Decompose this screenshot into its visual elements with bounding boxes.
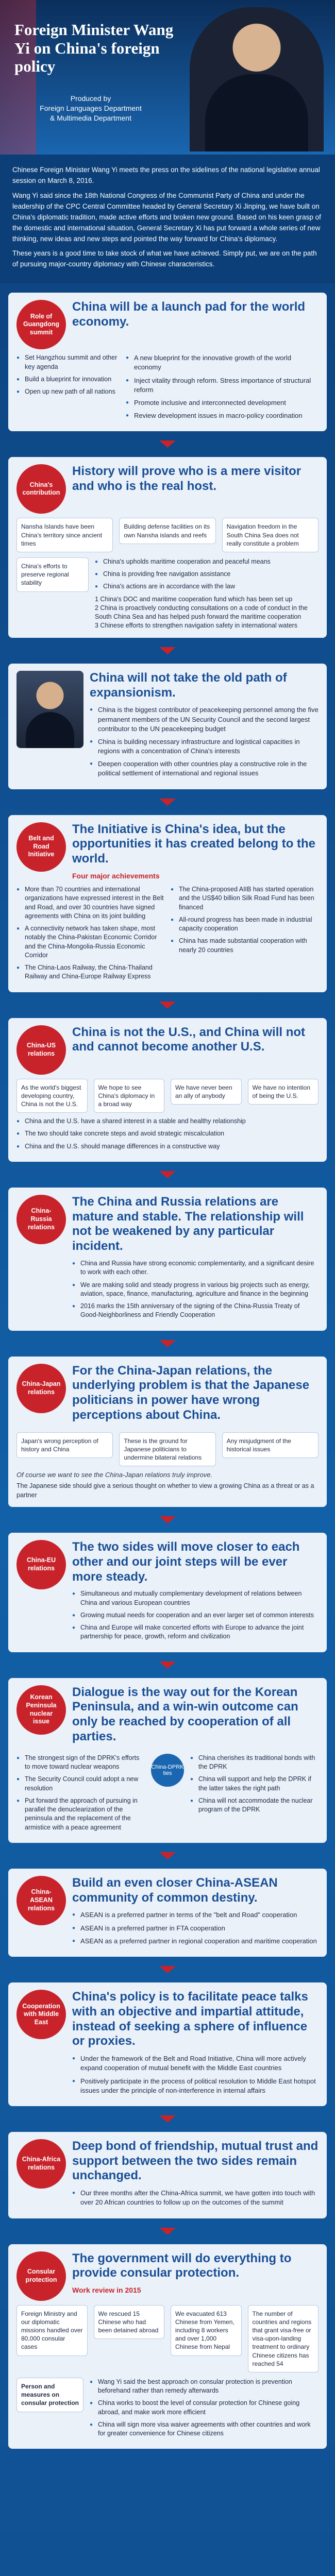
divider-arrow xyxy=(159,2228,176,2235)
list-item: ● Open up new path of all nations xyxy=(16,387,120,396)
section-tag: Belt and Road Initiative xyxy=(16,822,66,872)
section-guangdong-summit xyxy=(0,283,335,440)
list-item: ● Promote inclusive and interconnected development xyxy=(126,398,319,408)
list-item: ● China's upholds maritime cooperation and peaceful means xyxy=(95,557,319,566)
section-tag: Cooperation with Middle East xyxy=(16,1990,66,2039)
list-item: ● China cherishes its traditional bonds with the DPRK xyxy=(190,1754,319,1772)
divider-arrow xyxy=(159,1662,176,1669)
intro-paragraph: Chinese Foreign Minister Wang Yi meets the press on the sidelines of the national legislative annual session on March 8, 2016. xyxy=(12,166,320,184)
section-title: China is not the U.S., and China will not and cannot become another U.S. xyxy=(72,1025,306,1054)
section-tag: Korean Peninsula nuclear issue xyxy=(16,1685,66,1735)
info-box: Building defense facilities on its own Nansha islands and reefs xyxy=(119,518,215,544)
list-item: ● We are making solid and steady progress in various big projects such as energy, aviation, space, finance, manufacturing, agriculture and finance in the beginning xyxy=(72,1281,319,1299)
list-item: ● China and the U.S. have a shared interest in a stable and healthy relationship xyxy=(16,1117,319,1126)
list-item: ● Our three months after the China-Africa summit, we have gotten into touch with over 20 African countries to follow up on the outcomes of the summit xyxy=(72,2189,319,2207)
section-title: China will be a launch pad for the world economy. xyxy=(72,300,306,329)
list-item: ● Simultaneous and mutually complementary development of relations between China and various European countries xyxy=(72,1589,319,1607)
section-title: The government will do everything to provide consular protection. xyxy=(72,2251,292,2280)
list-item: ● China will sign more visa waiver agreements with other countries and work for greater convenience for Chinese citizens xyxy=(90,2420,319,2438)
list-item: ● China and Europe will make concerted efforts with Europe to advance the joint partnership for peace, growth, reform and civilization xyxy=(72,1623,319,1641)
list-item: ● Inject vitality through reform. Stress importance of structural reform xyxy=(126,376,319,395)
list-item: ● Positively participate in the process of political resolution to Middle East hotspot issues under the principle of non-interference in internal affairs xyxy=(72,2077,319,2095)
list-item: 3 Chinese efforts to strengthen navigation safety in international waters xyxy=(95,622,298,630)
info-box: These is the ground for Japanese politicians to undermine bilateral relations xyxy=(119,1432,215,1467)
divider-arrow xyxy=(159,1516,176,1523)
section-tag: China-ASEAN relations xyxy=(16,1876,66,1925)
section-tag: China-Japan relations xyxy=(16,1364,66,1413)
section-title: The two sides will move closer to each other and our joint steps will be ever more steady. xyxy=(72,1539,300,1584)
section-tag: China-Africa relations xyxy=(16,2139,66,2189)
section-title: History will prove who is a mere visitor and who is the real host. xyxy=(72,464,301,494)
section-tag: China's contribution xyxy=(16,464,66,514)
section-expansionism xyxy=(0,654,335,799)
section-subtitle: Work review in 2015 xyxy=(72,2286,141,2295)
list-item: 2 China is proactively conducting consultations on a code of conduct in the South China Sea and has helped push forward the maritime cooperation xyxy=(95,604,308,621)
divider-arrow xyxy=(159,799,176,806)
list-item: ● Build a blueprint for innovation xyxy=(16,375,120,384)
section-badge: China-DPRK ties xyxy=(151,1754,184,1787)
list-item: ● China works to boost the level of consular protection for Chinese going abroad, and make work more efficient xyxy=(90,2399,319,2417)
list-item: ● Growing mutual needs for cooperation and an ever larger set of common interests xyxy=(72,1611,319,1620)
section-title: The Initiative is China's idea, but the opportunities it has created belong to the world. xyxy=(72,822,316,866)
list-item: ● Put forward the approach of pursuing in parallel the denuclearization of the peninsula and the replacement of the armistice with a peace agreement xyxy=(16,1797,145,1832)
divider-arrow xyxy=(159,2115,176,2123)
section-title: For the China-Japan relations, the underlying problem is that the Japanese politicians in power have wrong perceptions about China. xyxy=(72,1363,310,1422)
info-box: We hope to see China's diplomacy in a broad way xyxy=(94,1079,165,1113)
section-title: China will not take the old path of expansionism. xyxy=(90,670,287,700)
credit-line: & Multimedia Department xyxy=(50,113,131,122)
info-box: As the world's biggest developing country, China is not the U.S. xyxy=(16,1079,88,1113)
list-item: ● China is building necessary infrastructure and logistical capacities in regions with a concentration of China's interests xyxy=(90,737,319,756)
section-tag: China-Russia relations xyxy=(16,1195,66,1244)
list-item: ● Review development issues in macro-policy coordination xyxy=(126,411,319,420)
hero-banner xyxy=(0,0,335,155)
list-item: ● The China-proposed AIIB has started operation and the US$40 billion Silk Road Fund has been financed xyxy=(171,885,319,912)
list-item: ● China's actions are in accordance with the law xyxy=(95,582,319,591)
minister-photo xyxy=(16,671,83,748)
info-box: Japan's wrong perception of history and China xyxy=(16,1432,113,1458)
list-item: ● China and Russia have strong economic complementarity, and a significant desire to work with each other. xyxy=(72,1259,319,1277)
divider-arrow xyxy=(159,1002,176,1009)
section-china-us xyxy=(0,1009,335,1171)
page-title: Foreign Minister Wang Yi on China's foreign policy xyxy=(14,21,174,76)
section-china-eu xyxy=(0,1523,335,1662)
section-consular-protection xyxy=(0,2235,335,2459)
info-box: The number of countries and regions that grant visa-free or visa-upon-landing treatment to ordinary Chinese citizens has reached 54 xyxy=(248,2305,319,2372)
list-item: ● Deepen cooperation with other countries play a constructive role in the political settlement of international and regional issues xyxy=(90,759,319,778)
list-item: ● China will support and help the DPRK if the latter takes the right path xyxy=(190,1775,319,1793)
intro-text xyxy=(0,155,335,283)
list-item: ● The two should take concrete steps and avoid strategic miscalculation xyxy=(16,1129,319,1138)
divider-arrow xyxy=(159,1966,176,1973)
section-china-asean xyxy=(0,1859,335,1966)
intro-paragraph: Wang Yi said since the 18th National Congress of the Communist Party of China and under the leadership of the CPC Central Committee headed by General Secretary Xi Jinping, we have built on China's diplomatic tradition, made active efforts and broken new ground. Based on his keen grasp of the domestic and international situation, General Secretary Xi has put forward a whole series of new thinking, new ideas and new steps and pointed the way forward for China's diplomacy. xyxy=(12,191,321,243)
hero-credit xyxy=(19,94,163,123)
section-belt-road xyxy=(0,806,335,1002)
list-item: 1 China's DOC and maritime cooperation fund which has been set up xyxy=(95,595,293,603)
info-box: Any misjudgment of the historical issues xyxy=(222,1432,319,1458)
intro-paragraph: These years is a good time to take stock of what we have achieved. Simply put, we are on the path of pursuing major-country diplomacy with Chinese characteristics. xyxy=(12,249,317,268)
section-tag: China-EU relations xyxy=(16,1540,66,1589)
list-item: ● China and the U.S. should manage differences in a constructive way xyxy=(16,1142,319,1151)
section-china-russia xyxy=(0,1178,335,1340)
list-item: ● The Security Council could adopt a new resolution xyxy=(16,1775,145,1793)
section-title: The China and Russia relations are mature and stable. The relationship will not be weakened by any particular incident. xyxy=(72,1194,304,1253)
list-item: ● A new blueprint for the innovative growth of the world economy xyxy=(126,353,319,372)
list-item: ● ASEAN is a preferred partner in FTA cooperation xyxy=(72,1924,319,1933)
section-china-japan xyxy=(0,1347,335,1516)
list-item: ● 2016 marks the 15th anniversary of the signing of the China-Russia Treaty of Good-Neighborliness and Friendly Cooperation xyxy=(72,1302,319,1320)
list-item: ● China is providing free navigation assistance xyxy=(95,570,319,579)
list-item: ● Under the framework of the Belt and Road Initiative, China will more actively expand cooperation of mutual benefit with the Middle East countries xyxy=(72,2054,319,2073)
divider-arrow xyxy=(159,1340,176,1347)
section-title: Build an even closer China-ASEAN community of common destiny. xyxy=(72,1875,278,1905)
list-item: ● ASEAN as a preferred partner in regional cooperation and maritime cooperation xyxy=(72,1937,319,1946)
credit-line: Produced by xyxy=(70,94,111,103)
info-box: We rescued 15 Chinese who had been detained abroad xyxy=(94,2305,165,2340)
divider-arrow xyxy=(159,647,176,654)
section-title: Deep bond of friendship, mutual trust and support between the two sides remain unchanged. xyxy=(72,2139,319,2183)
credit-line: Foreign Languages Department xyxy=(40,104,142,112)
section-subtitle: Four major achievements xyxy=(72,872,160,880)
section-china-africa xyxy=(0,2123,335,2228)
section-title: China's policy is to facilitate peace talks with an objective and impartial attitude, instead of seeking a sphere of influence or proxies. xyxy=(72,1989,308,2048)
minister-portrait xyxy=(190,7,324,151)
divider-arrow xyxy=(159,440,176,448)
list-item: ● The strongest sign of the DPRK's efforts to move toward nuclear weapons xyxy=(16,1754,145,1772)
section-tag: China-US relations xyxy=(16,1025,66,1075)
section-tag: Role of Guangdong summit xyxy=(16,300,66,349)
info-box: Foreign Ministry and our diplomatic missions handled over 80,000 consular cases xyxy=(16,2305,88,2356)
info-box: Person and measures on consular protection xyxy=(16,2378,83,2412)
list-item: ● Set Hangzhou summit and other key agenda xyxy=(16,353,120,371)
info-box: China's efforts to preserve regional stability xyxy=(16,557,89,592)
section-south-china-sea xyxy=(0,448,335,647)
divider-arrow xyxy=(159,1171,176,1178)
section-korean-peninsula xyxy=(0,1669,335,1852)
list-item: ● More than 70 countries and international organizations have expressed interest in the Belt and Road, and over 30 countries have signed agreements with China on its joint building xyxy=(16,885,164,921)
section-middle-east xyxy=(0,1973,335,2115)
list-item: ● China will not accommodate the nuclear program of the DPRK xyxy=(190,1797,319,1815)
list-item: ● All-round progress has been made in industrial capacity cooperation xyxy=(171,916,319,934)
quote: Of course we want to see the China-Japan relations truly improve. xyxy=(16,1471,213,1479)
info-box: We evacuated 613 Chinese from Yemen, including 8 workers and over 1,000 Chinese from Nepal xyxy=(171,2305,242,2356)
divider-arrow xyxy=(159,1852,176,1859)
list-item: ● China is the biggest contributor of peacekeeping personnel among the five permanent members of the UN Security Council and the second largest contributor to the UN peacekeeping budget xyxy=(90,705,319,734)
info-box: Nansha Islands have been China's territory since ancient times xyxy=(16,518,113,552)
info-box: Navigation freedom in the South China Sea does not really constitute a problem xyxy=(222,518,319,552)
note: The Japanese side should give a serious thought on whether to view a growing China as a threat or as a partner xyxy=(16,1482,314,1499)
section-title: Dialogue is the way out for the Korean Peninsula, and a win-win outcome can only be reached by cooperation of all parties. xyxy=(72,1685,298,1743)
list-item: ● ASEAN is a preferred partner in terms of the "belt and Road" cooperation xyxy=(72,1910,319,1920)
section-tag: Consular protection xyxy=(16,2251,66,2301)
list-item: ● Wang Yi said the best approach on consular protection is prevention beforehand rather than remedy afterwards xyxy=(90,2378,319,2396)
info-box: We have never been an ally of anybody xyxy=(171,1079,242,1105)
list-item: ● China has made substantial cooperation with nearly 20 countries xyxy=(171,937,319,955)
list-item: ● A connectivity network has taken shape, most notably the China-Pakistan Economic Corridor and the China-Mongolia-Russia Economic Corridor xyxy=(16,924,164,960)
info-box: We have no intention of being the U.S. xyxy=(248,1079,319,1105)
list-item: ● The China-Laos Railway, the China-Thailand Railway and China-Europe Railway Express xyxy=(16,963,164,981)
